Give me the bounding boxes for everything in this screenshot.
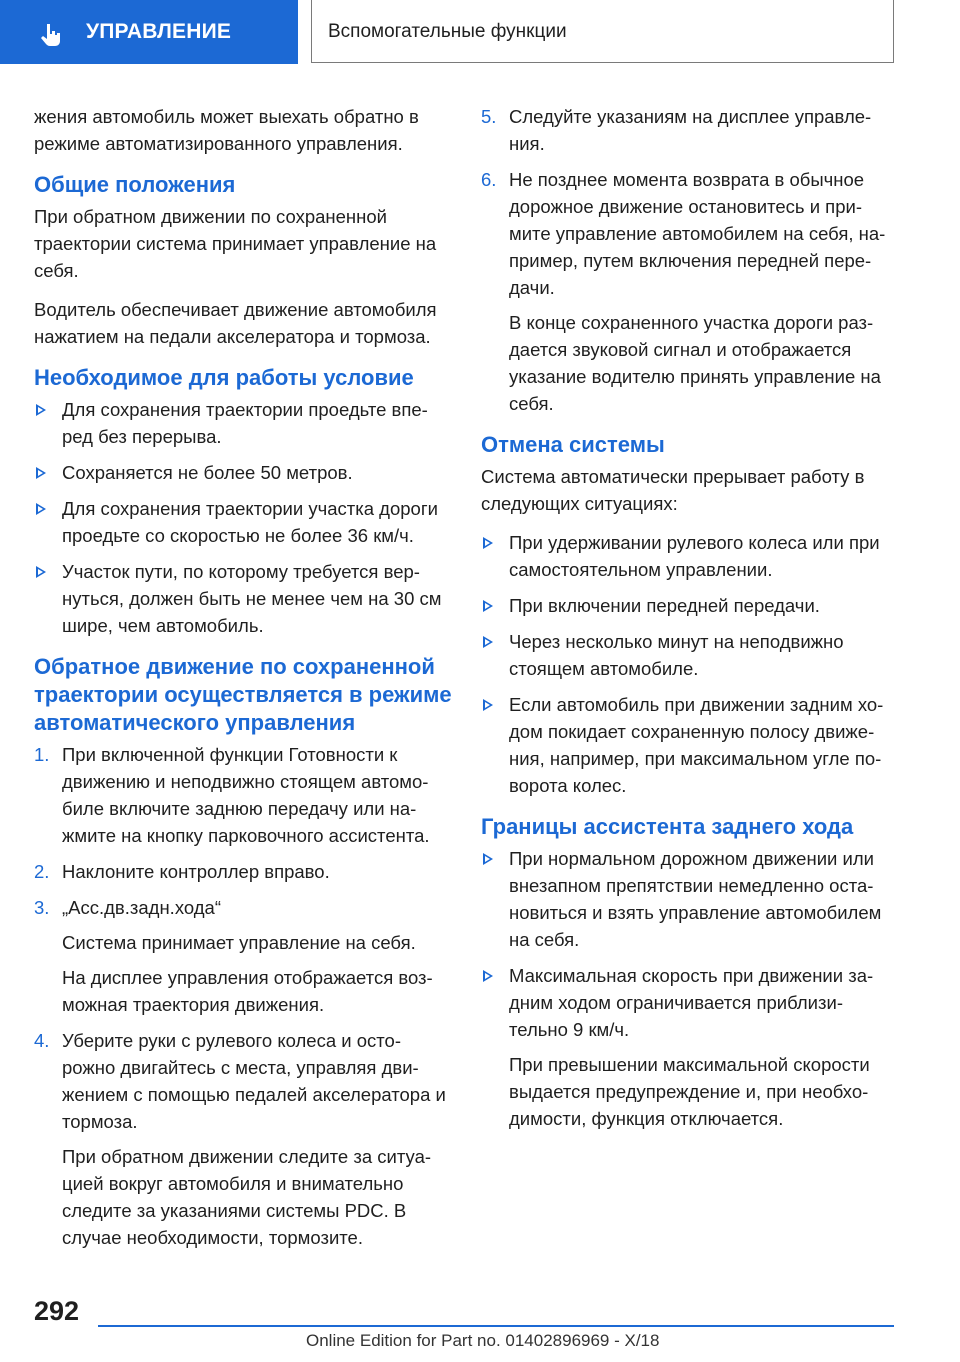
cancel-intro: Система автоматически прерывает работу в следующих ситуациях: <box>481 466 865 514</box>
list-item-text: Через несколько минут на неподвижно стоящем автомобиле. <box>509 631 844 679</box>
triangle-bullet-icon <box>36 503 46 515</box>
list-item <box>34 459 452 486</box>
heading-cancel: Отмена системы <box>481 432 665 457</box>
list-item-text: Для сохранения траектории участка дороги проедьте со скоростью не более 36 км/ч. <box>62 498 438 546</box>
step-item <box>34 858 452 885</box>
left-column <box>34 103 452 1260</box>
list-item-text: Для сохранения траектории проедьте впе- ред без перерыва. <box>62 399 428 447</box>
list-item-text: Участок пути, по которому требуется вер- нуться, должен быть не менее чем на 30 см шире, чем автомобиль. <box>62 561 442 636</box>
intro-paragraph: жения автомобиль может выехать обратно в режиме автоматизированного управления. <box>34 106 419 154</box>
step-number: 1. <box>34 744 50 765</box>
right-column <box>481 103 899 1141</box>
triangle-bullet-icon <box>483 970 493 982</box>
step-note: В конце сохраненного участка дороги раз- дается звуковой сигнал и отображается указание водителю принять управление на себя. <box>509 312 881 414</box>
section-title: УПРАВЛЕНИЕ <box>86 20 232 43</box>
triangle-bullet-icon <box>483 636 493 648</box>
step-item <box>34 894 452 1018</box>
list-item-note: При превышении максимальной скорости выдается предупреждение и, при необхо- димости, функция отключается. <box>509 1054 870 1129</box>
step-item <box>34 741 452 849</box>
list-item-text: При нормальном дорожном движении или внезапном препятствии немедленно оста- новиться и взять управление автомобилем на себя. <box>509 848 882 950</box>
triangle-bullet-icon <box>36 467 46 479</box>
list-item-text: Сохраняется не более 50 метров. <box>62 462 353 483</box>
list-item-text: При включении передней передачи. <box>509 595 820 616</box>
list-item <box>34 396 452 450</box>
heading-limits: Границы ассистента заднего хода <box>481 814 854 839</box>
list-item <box>34 558 452 639</box>
list-item <box>481 691 899 799</box>
step-note: При обратном движении следите за ситуа- цией вокруг автомобиля и внимательно следите за указаниями системы PDC. В случае необходимости, тормозите. <box>62 1146 432 1248</box>
list-item-text: При удерживании рулевого колеса или при самостоятельном управлении. <box>509 532 880 580</box>
step-item <box>481 103 899 157</box>
step-note: На дисплее управления отображается воз- можная траектория движения. <box>62 967 433 1015</box>
list-item <box>481 962 899 1132</box>
triangle-bullet-icon <box>483 853 493 865</box>
step-number: 3. <box>34 897 50 918</box>
step-note: Система принимает управление на себя. <box>62 932 416 953</box>
step-text: Уберите руки с рулевого колеса и осто- рожно двигайтесь с места, управляя дви- жением с помощью педалей акселератора и тормоза. <box>62 1030 446 1132</box>
triangle-bullet-icon <box>483 699 493 711</box>
page-subtitle: Вспомогательные функции <box>328 21 567 42</box>
step-number: 2. <box>34 861 50 882</box>
step-text: Наклоните контроллер вправо. <box>62 861 330 882</box>
list-item <box>481 592 899 619</box>
step-text: Следуйте указаниям на дисплее управле- ния. <box>509 106 872 154</box>
header-section-tab <box>0 0 298 64</box>
step-number: 4. <box>34 1030 50 1051</box>
step-item <box>481 166 899 417</box>
step-number: 6. <box>481 169 497 190</box>
header-subtitle-box <box>311 0 894 63</box>
step-number: 5. <box>481 106 497 127</box>
triangle-bullet-icon <box>36 404 46 416</box>
list-item <box>481 628 899 682</box>
step-text: Не позднее момента возврата в обычное дорожное движение остановитесь и при- мите управление автомобилем на себя, на- пример, путем включения передней пере- дачи. <box>509 169 886 298</box>
general-paragraph-1: При обратном движении по сохраненной траектории система принимает управление на себя. <box>34 206 437 281</box>
step-text: „Асс.дв.задн.хода“ <box>62 897 221 918</box>
page-number: 292 <box>34 1296 80 1326</box>
triangle-bullet-icon <box>36 566 46 578</box>
step-item <box>34 1027 452 1251</box>
list-item-text: Если автомобиль при движении задним хо- дом покидает сохраненную полосу движе- ния, например, при максимальном угле по- ворота колес. <box>509 694 884 796</box>
list-item <box>481 529 899 583</box>
triangle-bullet-icon <box>483 600 493 612</box>
hand-pointer-icon <box>38 22 64 48</box>
heading-general: Общие положения <box>34 172 236 197</box>
list-item <box>34 495 452 549</box>
triangle-bullet-icon <box>483 537 493 549</box>
list-item <box>481 845 899 953</box>
heading-reverse: Обратное движение по сохраненной траектории осуществляется в режиме автоматического управления <box>34 654 452 735</box>
list-item-text: Максимальная скорость при движении за- дним ходом ограничивается приблизи- тельно 9 км/ч. <box>509 965 874 1040</box>
footer-edition: Online Edition for Part no. 01402896969 - X/18 <box>306 1331 660 1350</box>
heading-conditions: Необходимое для работы условие <box>34 365 414 390</box>
step-text: При включенной функции Готовности к движению и неподвижно стоящем автомо- биле включите заднюю передачу или на- жмите на кнопку парковочного ассистента. <box>62 744 430 846</box>
general-paragraph-2: Водитель обеспечивает движение автомобиля нажатием на педали акселератора и тормоза. <box>34 299 437 347</box>
footer-divider <box>98 1325 894 1327</box>
